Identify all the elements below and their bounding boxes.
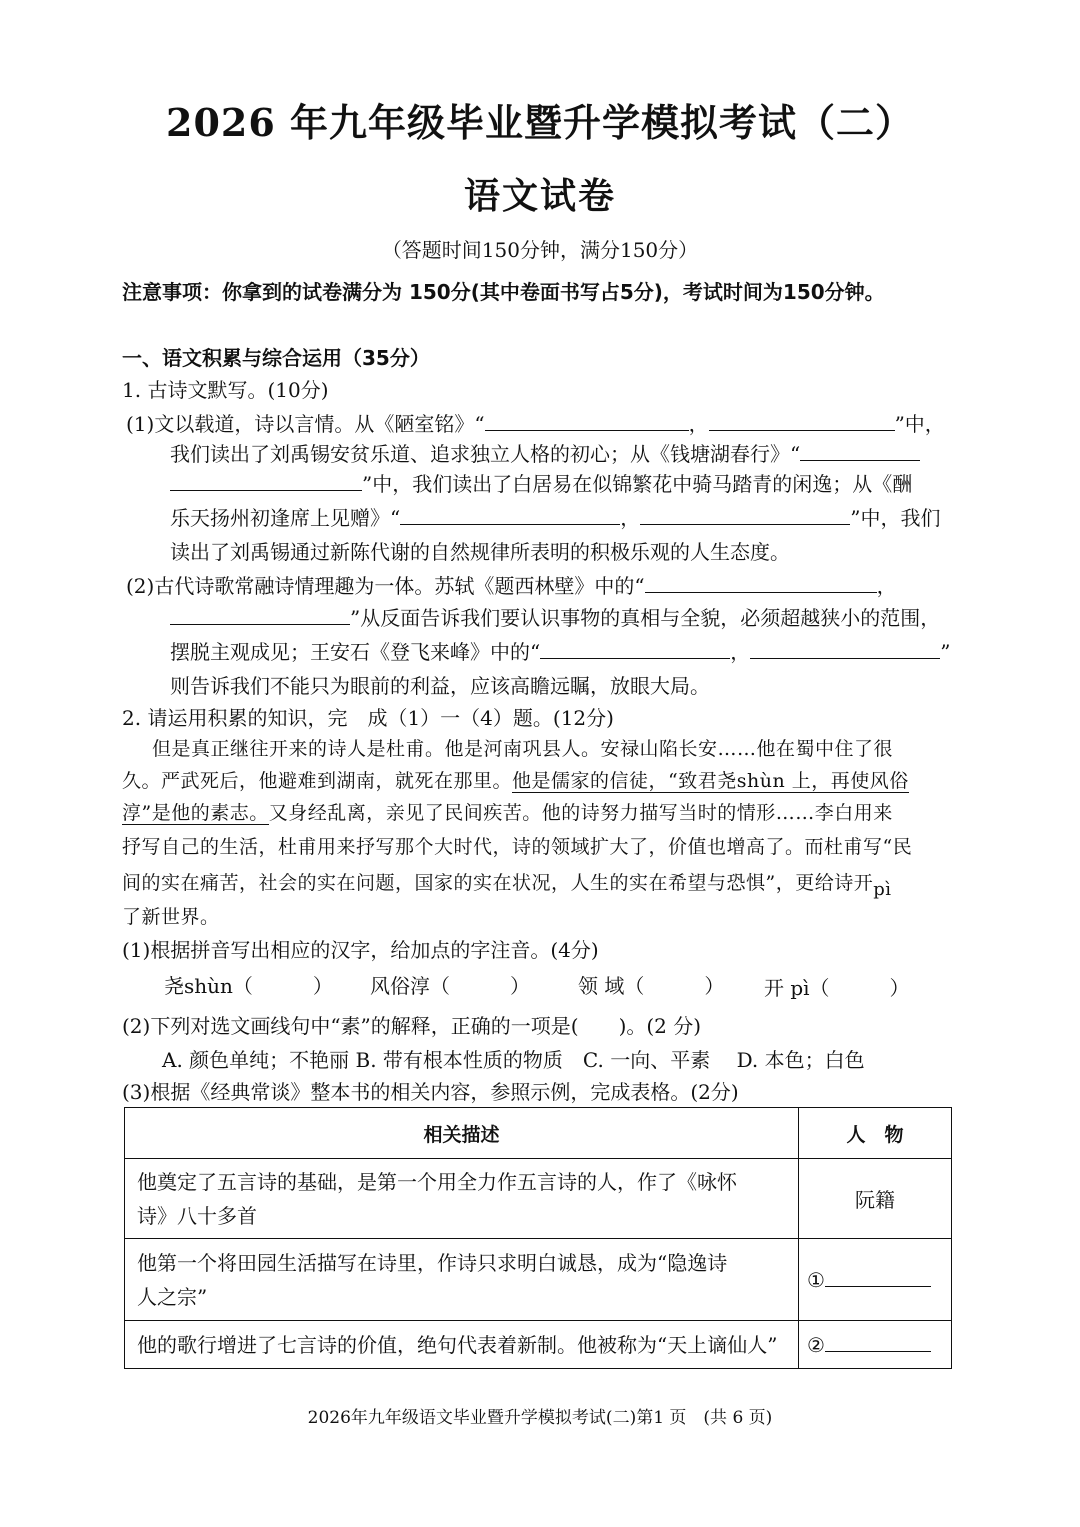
answer-blank[interactable] [800, 440, 920, 461]
poet-table [124, 1107, 952, 1369]
pinyin-item: 领 域（ ） [578, 974, 725, 998]
q1-p1-line4: 乐天扬州初逢席上见赠》“ ， ”中，我们 [170, 506, 941, 530]
exam-title: 2026 年九年级毕业暨升学模拟考试（二） [166, 100, 914, 145]
answer-blank[interactable] [825, 1268, 931, 1287]
answer-blank[interactable] [709, 410, 895, 431]
pinyin-item: 开 pì（ ） [764, 976, 910, 1000]
q1-p2-line3: 摆脱主观成见；王安石《登飞来峰》中的“ ， ” [170, 640, 951, 664]
passage-line-6: 了新世界。 [122, 906, 220, 928]
pinyin-item: 尧shùn（ ） [164, 974, 333, 998]
q1-p2-line1: (2)古代诗歌常融诗情理趣为一体。苏轼《题西林壁》中的“ ， [126, 574, 897, 598]
passage-line-5: 间的实在痛苦，社会的实在问题，国家的实在状况，人生的实在希望与恐惧”，更给诗开pì [122, 872, 892, 900]
page-footer: 2026年九年级语文毕业暨升学模拟考试(二)第1 页 (共 6 页) [307, 1408, 773, 1428]
answer-blank[interactable] [645, 572, 877, 593]
answer-blank[interactable] [485, 410, 689, 431]
table-row [125, 1321, 952, 1369]
row-person[interactable]: ② [799, 1321, 952, 1369]
underlined-sentence: 他是儒家的信徒，“致君尧shùn 上，再使风俗 [512, 770, 909, 792]
passage-line-3: 淳”是他的素志。又身经乱离，亲见了民间疾苦。他的诗努力描写当时的情形……李白用来 [122, 802, 893, 824]
q1-p1-line1: (1)文以载道，诗以言情。从《陋室铭》“ ， ”中， [126, 412, 945, 436]
answer-blank[interactable] [540, 638, 730, 659]
answer-blank[interactable] [825, 1333, 931, 1352]
row-description: 他的歌行增进了七言诗的价值，绝句代表着新制。他被称为“天上谪仙人” [125, 1321, 799, 1369]
q1-p2-line4: 则告诉我们不能只为眼前的利益，应该高瞻远瞩，放眼大局。 [170, 674, 710, 698]
answer-blank[interactable] [170, 604, 350, 625]
row-description: 他奠定了五言诗的基础，是第一个用全力作五言诗的人，作了《咏怀 诗》八十多首 [125, 1159, 799, 1239]
row-person: 阮籍 [799, 1159, 952, 1239]
underlined-sentence: 淳”是他的素志。 [122, 802, 269, 824]
notice-text: 注意事项：你拿到的试卷满分为 150分(其中卷面书写占5分)，考试时间为150分钟。 [122, 280, 885, 304]
sub2-title: (2)下列对选文画线句中“素”的解释，正确的一项是( )。(2 分) [122, 1014, 702, 1038]
q1-p1-line2: 我们读出了刘禹锡安贫乐道、追求独立人格的初心；从《钱塘湖春行》“ [170, 438, 920, 467]
table-row [125, 1159, 952, 1239]
sub3-title: (3)根据《经典常谈》整本书的相关内容，参照示例，完成表格。(2分) [122, 1080, 739, 1104]
q1-p1-line5: 读出了刘禹锡通过新陈代谢的自然规律所表明的积极乐观的人生态度。 [170, 540, 790, 564]
table-header-person: 人 物 [799, 1108, 952, 1159]
row-description: 他第一个将田园生活描写在诗里，作诗只求明白诚恳，成为“隐逸诗 人之宗” [125, 1239, 799, 1321]
sub2-options: A. 颜色单纯；不艳丽 B. 带有根本性质的物质 C. 一向、平素 D. 本色；白色 [162, 1048, 865, 1072]
passage-line-4: 抒写自己的生活，杜甫用来抒写那个大时代，诗的领域扩大了，价值也增高了。而杜甫写“民 [122, 836, 913, 858]
exam-subtitle: 语文试卷 [463, 175, 616, 217]
answer-blank[interactable] [170, 470, 362, 491]
pinyin-pi: pì [873, 879, 892, 900]
q1-p2-line2: ”从反面告诉我们要认识事物的真相与全貌，必须超越狭小的范围， [170, 602, 940, 631]
q1-p1-line3: ”中，我们读出了白居易在似锦繁花中骑马踏青的闲逸；从《酬 [170, 468, 912, 497]
answer-blank[interactable] [400, 504, 620, 525]
sub1-title: (1)根据拼音写出相应的汉字，给加点的字注音。(4分) [122, 938, 599, 962]
pinyin-item: 风俗淳（ ） [370, 974, 530, 998]
answer-blank[interactable] [750, 638, 940, 659]
row-person[interactable]: ① [799, 1239, 952, 1321]
answer-blank[interactable] [640, 504, 850, 525]
section-heading: 一、语文积累与综合运用（35分） [122, 346, 430, 370]
passage-line-1: 但是真正继往开来的诗人是杜甫。他是河南巩县人。安禄山陷长安……他在蜀中住了很 [152, 738, 894, 760]
table-header-desc: 相关描述 [125, 1108, 799, 1159]
passage-line-2: 久。严武死后，他避难到湖南，就死在那里。他是儒家的信徒，“致君尧shùn 上，再使风俗 [122, 770, 909, 792]
table-row [125, 1239, 952, 1321]
question-1-title: 1. 古诗文默写。(10分) [122, 378, 329, 402]
question-2-title: 2. 请运用积累的知识，完 成（1）一（4）题。(12分) [122, 706, 614, 730]
time-note: （答题时间150分钟，满分150分） [381, 238, 699, 262]
